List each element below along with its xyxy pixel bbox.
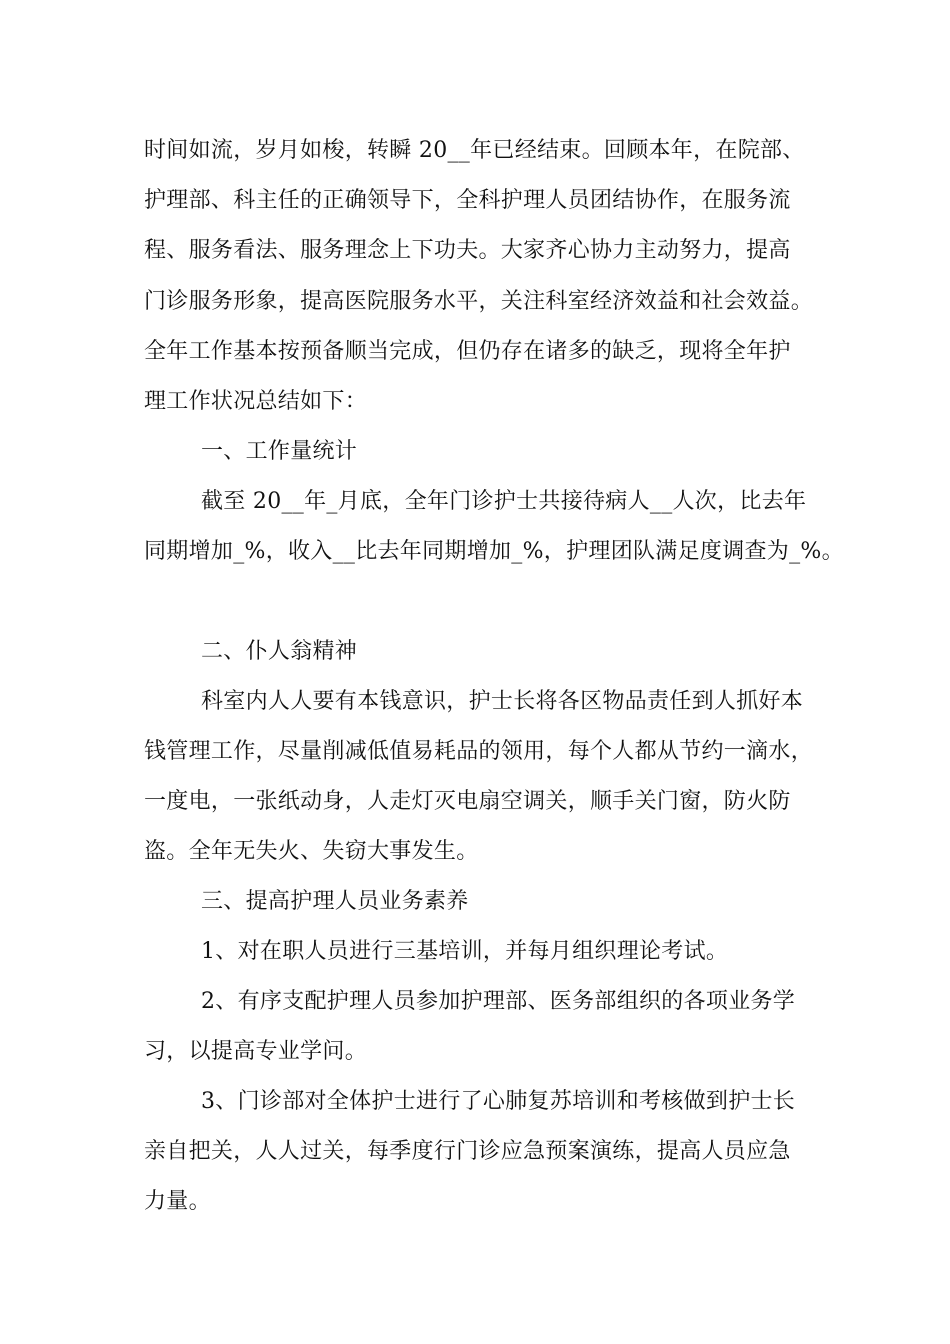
section-2-line-4: 盗。全年无失火、失窃大事发生。 bbox=[144, 839, 479, 864]
intro-line-1: 时间如流，岁月如梭，转瞬 20__年已经结束。回顾本年，在院部、 bbox=[144, 138, 805, 163]
section-2-line-3: 一度电，一张纸动身，人走灯灭电扇空调关，顺手关门窗，防火防 bbox=[144, 789, 791, 814]
section-3-item-1: 1、对在职人员进行三基培训，并每月组织理论考试。 bbox=[201, 939, 729, 964]
intro-line-3: 程、服务看法、服务理念上下功夫。大家齐心协力主动努力，提高 bbox=[144, 238, 791, 263]
section-3-item-3-line-1: 3、门诊部对全体护士进行了心肺复苏培训和考核做到护士长 bbox=[201, 1089, 796, 1114]
section-3-item-2-line-1: 2、有序支配护理人员参加护理部、医务部组织的各项业务学 bbox=[201, 989, 796, 1014]
section-3-heading: 三、提高护理人员业务素养 bbox=[201, 889, 469, 914]
intro-line-2: 护理部、科主任的正确领导下，全科护理人员团结协作，在服务流 bbox=[144, 188, 791, 213]
intro-line-5: 全年工作基本按预备顺当完成，但仍存在诸多的缺乏，现将全年护 bbox=[144, 339, 791, 364]
section-1-line-1: 截至 20__年_月底，全年门诊护士共接待病人__人次，比去年 bbox=[201, 489, 807, 514]
section-2-line-1: 科室内人人要有本钱意识，护士长将各区物品责任到人抓好本 bbox=[201, 689, 804, 714]
section-2-heading: 二、仆人翁精神 bbox=[201, 639, 358, 664]
intro-line-6: 理工作状况总结如下： bbox=[144, 389, 368, 414]
section-1-line-2: 同期增加_%，收入__比去年同期增加_%，护理团队满足度调查为_%。 bbox=[144, 539, 844, 564]
section-3-item-3-line-3: 力量。 bbox=[144, 1189, 211, 1214]
intro-line-4: 门诊服务形象，提高医院服务水平，关注科室经济效益和社会效益。 bbox=[144, 289, 814, 314]
section-3-item-2-line-2: 习，以提高专业学问。 bbox=[144, 1039, 368, 1064]
section-2-line-2: 钱管理工作，尽量削减低值易耗品的领用，每个人都从节约一滴水， bbox=[144, 739, 814, 764]
section-3-item-3-line-2: 亲自把关，人人过关，每季度行门诊应急预案演练，提高人员应急 bbox=[144, 1139, 791, 1164]
section-1-heading: 一、工作量统计 bbox=[201, 439, 358, 464]
